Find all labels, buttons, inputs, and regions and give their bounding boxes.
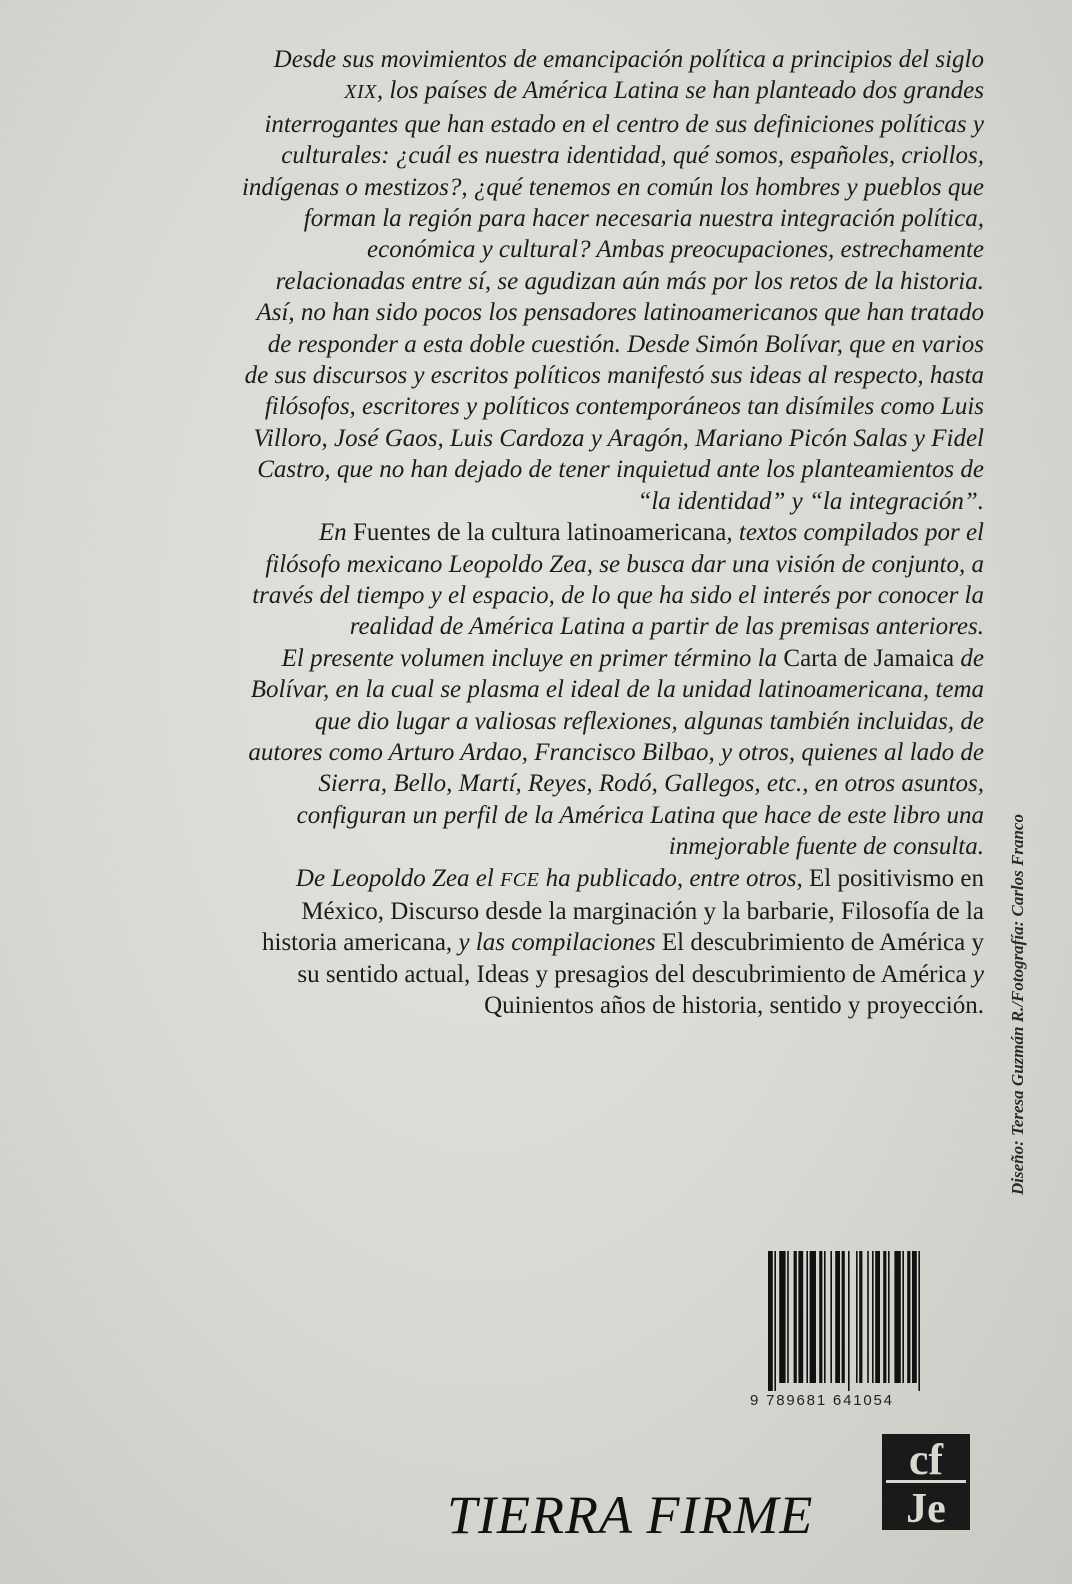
blurb-text: De Leopoldo Zea el: [295, 864, 501, 892]
publisher-abbreviation: FCE: [500, 868, 540, 891]
title-carta-de-jamaica: Carta de Jamaica: [783, 644, 955, 672]
barcode-bar: [872, 1251, 874, 1383]
blurb-text: El presente volumen incluye en primer término la: [281, 644, 784, 672]
barcode-bar: [875, 1251, 880, 1383]
barcode-bar: [835, 1251, 840, 1383]
titles-by-author: El positivismo en México, Discurso desde la marginación y la barbarie, Filosofía de la historia americana,: [262, 864, 984, 957]
barcode-bar: [902, 1251, 904, 1383]
barcode-bar: [819, 1251, 822, 1383]
fce-logo-icon: [882, 1434, 970, 1530]
logo-bottom-letters: Je: [906, 1486, 946, 1530]
blurb-text: Desde sus movimientos de emancipación política a principios del siglo: [273, 46, 984, 73]
design-photo-credit: Diseño: Teresa Guzmán R./Fotografía: Carlos Franco: [1008, 814, 1027, 1195]
publisher-logo: [882, 1434, 970, 1530]
blurb-paragraph-2: [238, 517, 984, 643]
barcode-bar: [918, 1251, 920, 1391]
barcode-bar: [806, 1251, 808, 1383]
barcode-bar: [774, 1251, 776, 1391]
isbn-barcode: [766, 1251, 952, 1391]
blurb-paragraph-4: [238, 863, 984, 1022]
compilation-titles: El descubrimiento de América y su sentido actual, Ideas y presagios del descubrimiento de América: [297, 929, 984, 988]
blurb-text: , los países de América Latina se han planteado dos grandes interrogantes que han estado en el centro de sus definiciones políticas y culturales: ¿cuál es nuestra identidad, qué somos, españoles, criollos, indígenas o mestizos?, ¿qué tenemos en común los hombres y pueblos que forman la región para hacer necesaria nuestra integración política, económica y cultural? Ambas preocupaciones, estrechamente relacionadas entre sí, se agudizan aún más por los retos de la historia. Así, no han sido pocos los pensadores latinoamericanos que han tratado de responder a esta doble cuestión. Desde Simón Bolívar, que en varios de sus discursos y escritos políticos manifestó sus ideas al respecto, hasta filósofos, escritores y políticos contemporáneos tan disímiles como Luis Villoro, José Gaos, Luis Cardoza y Aragón, Mariano Picón Salas y Fidel Castro, que no han dejado de tener inquietud ante los planteamientos de “la identidad” y “la integración”.: [241, 77, 984, 515]
barcode-bar: [842, 1251, 845, 1383]
barcode-bar: [888, 1251, 890, 1383]
barcode-bar: [794, 1251, 797, 1383]
blurb-text: de Bolívar, en la cual se plasma el ideal de la unidad latinoamericana, tema que dio lugar a valiosas reflexiones, algunas también incluidas, de autores como Arturo Ardao, Francisco Bilbao, y otros, quienes al lado de Sierra, Bello, Martí, Reyes, Rodó, Gallegos, etc., en otros asuntos, configuran un perfil de la América Latina que hace de este libro una inmejorable fuente de consulta.: [248, 644, 984, 861]
blurb-text: y: [966, 960, 984, 988]
barcode-bar: [779, 1251, 785, 1383]
back-cover-blurb: [238, 44, 984, 1022]
blurb-text: , textos compilados por el filósofo mexicano Leopoldo Zea, se busca dar una visión de conjunto, a través del tiempo y el espacio, de lo que ha sido el interés por conocer la realidad de América Latina a partir de las premisas anteriores.: [252, 519, 984, 641]
barcode-bar: [856, 1251, 858, 1383]
book-title-fuentes: Fuentes de la cultura latinoamericana: [352, 519, 727, 547]
barcode-bar: [848, 1251, 850, 1391]
barcode-bar: [907, 1251, 910, 1383]
barcode-bar: [798, 1251, 803, 1383]
barcode-bar: [824, 1251, 826, 1383]
blurb-paragraph-3: [238, 643, 984, 863]
barcode-bar: [894, 1251, 900, 1383]
barcode-bar: [859, 1251, 862, 1383]
blurb-paragraph-1: [238, 44, 984, 517]
series-title: TIERRA FIRME: [447, 1485, 814, 1545]
barcode-bar: [787, 1251, 789, 1383]
barcode-bar: [810, 1251, 816, 1383]
logo-top-letters: cf: [908, 1435, 944, 1484]
barcode-bar: [867, 1251, 869, 1383]
blurb-text: ha publicado, entre otros,: [539, 864, 809, 892]
barcode-bar: [830, 1251, 832, 1383]
barcode-bar: [768, 1251, 773, 1391]
blurb-text: En: [318, 519, 353, 547]
barcode-bars: [766, 1251, 952, 1391]
isbn-number: 9 789681 641054: [750, 1392, 894, 1409]
century-roman-numeral: XIX: [344, 81, 377, 104]
blurb-text: y las compilaciones: [452, 929, 662, 957]
barcode-bar: [883, 1251, 886, 1383]
barcode-bar: [912, 1251, 917, 1383]
compilation-title-last: Quinientos años de historia, sentido y proyección.: [484, 992, 984, 1020]
